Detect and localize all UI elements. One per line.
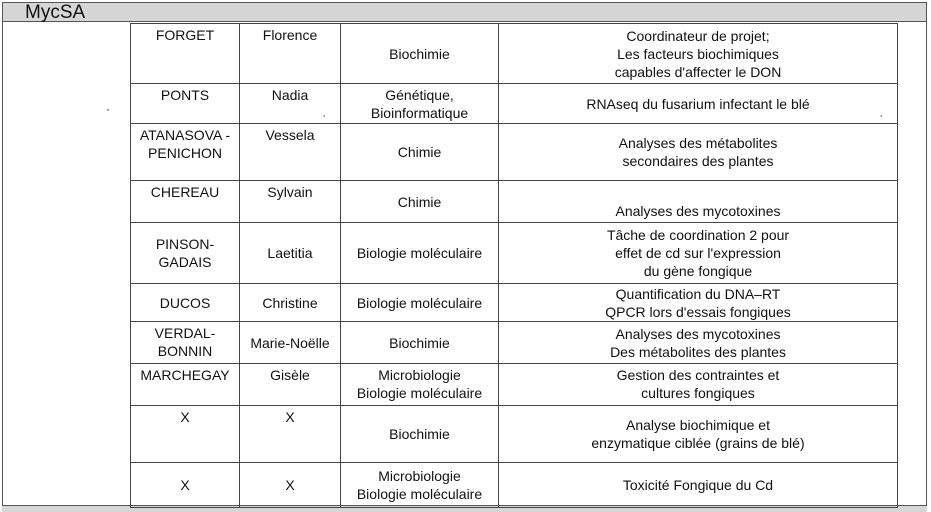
task-cell: Toxicité Fongique du Cd (499, 463, 898, 508)
field-cell: Biochimie (341, 322, 499, 364)
first-name-cell: Vessela (240, 124, 341, 181)
last-name-cell: CHEREAU (131, 181, 240, 223)
team-table (130, 23, 898, 508)
last-name-cell: ATANASOVA - PENICHON (131, 124, 240, 181)
task-cell: RNAseq du fusarium infectant le blé · (499, 84, 898, 124)
first-name-cell: Sylvain (240, 181, 341, 223)
task-cell: Gestion des contraintes et cultures fongiques (499, 364, 898, 406)
table-row (131, 124, 898, 181)
table-row (131, 463, 898, 508)
table-row (131, 84, 898, 124)
field-cell: Biochimie (341, 24, 499, 84)
field-cell: Génétique, Bioinformatique (341, 84, 499, 124)
first-name-cell: Marie-Noëlle (240, 322, 341, 364)
cell-mark: · (322, 110, 326, 122)
table-row (131, 364, 898, 406)
field-cell: Biologie moléculaire (341, 284, 499, 322)
last-name-cell: DUCOS (131, 284, 240, 322)
task-cell: Analyse biochimique et enzymatique ciblée (grains de blé) (499, 406, 898, 463)
table-row (131, 24, 898, 84)
stray-mark: · (106, 102, 110, 116)
last-name-cell: X (131, 406, 240, 463)
last-name-cell: FORGET (131, 24, 240, 84)
last-name-cell: PINSON- GADAIS (131, 223, 240, 284)
last-name-cell: X (131, 463, 240, 508)
first-name-cell: X (240, 406, 341, 463)
field-cell: Biologie moléculaire (341, 223, 499, 284)
table-row (131, 181, 898, 223)
last-name-cell: PONTS (131, 84, 240, 124)
first-name-cell: Florence (240, 24, 341, 84)
table-row (131, 406, 898, 463)
first-name-cell: Christine (240, 284, 341, 322)
task-cell: Coordinateur de projet; Les facteurs biochimiques capables d'affecter le DON (499, 24, 898, 84)
task-cell: Analyses des mycotoxines Des métabolites des plantes (499, 322, 898, 364)
cell-mark: · (879, 110, 883, 122)
task-cell: Quantification du DNA–RT QPCR lors d'essais fongiques (499, 284, 898, 322)
task-cell: Analyses des métabolites secondaires des plantes (499, 124, 898, 181)
table-row (131, 284, 898, 322)
task-cell: Tâche de coordination 2 pour effet de cd sur l'expression du gène fongique (499, 223, 898, 284)
task-cell: Analyses des mycotoxines (499, 181, 898, 223)
first-name-cell: Gisèle (240, 364, 341, 406)
section-header (2, 2, 927, 22)
field-cell: Microbiologie Biologie moléculaire (341, 463, 499, 508)
field-cell: Chimie (341, 181, 499, 223)
last-name-cell: VERDAL- BONNIN (131, 322, 240, 364)
table-row (131, 223, 898, 284)
table-row (131, 322, 898, 364)
section-title: MycSA (25, 2, 86, 23)
first-name-cell: Laetitia (240, 223, 341, 284)
field-cell: Microbiologie Biologie moléculaire (341, 364, 499, 406)
field-cell: Chimie (341, 124, 499, 181)
last-name-cell: MARCHEGAY (131, 364, 240, 406)
first-name-cell: X (240, 463, 341, 508)
field-cell: Biochimie (341, 406, 499, 463)
first-name-cell: Nadia · (240, 84, 341, 124)
